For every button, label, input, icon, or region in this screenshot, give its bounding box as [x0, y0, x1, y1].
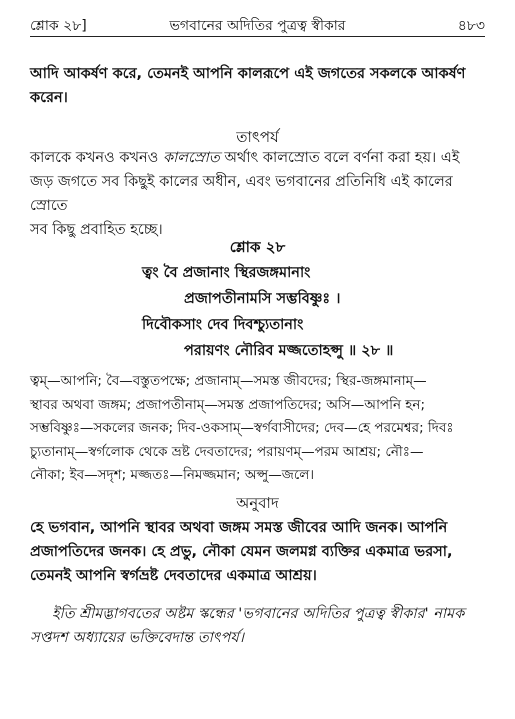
colophon-line: সপ্তদশ অধ্যায়ের ভক্তিবেদান্ত তাৎপর্য।: [30, 630, 244, 646]
synonyms-line: ত্বম্—আপনি; বৈ—বস্তুতপক্ষে; প্রজানাম্—সমস্ত জীবদের; স্থির-জঙ্গমানাম্—: [30, 373, 427, 389]
purport-text: [30, 146, 485, 242]
synonyms-line: নৌকা; ইব—সদৃশ; মজ্জতঃ—নিমজ্জমান; অপ্সু—জলে।: [30, 467, 315, 483]
header-verse-ref: শ্লোক ২৮]: [30, 18, 87, 34]
purport-line: জড় জগতে সব কিছুই কালের অধীন, এবং ভগবানের প্রতিনিধি এই কালের স্রোতে: [30, 174, 453, 214]
verse-line: পরায়ণং নৌরিব মজ্জতোহপ্সু ॥ ২৮ ॥: [184, 343, 394, 359]
top-translation-line: আদি আকর্ষণ করে, তেমনই আপনি কালরূপে এই জগতের সকলকে আকর্ষণ: [30, 66, 466, 82]
synonyms-line: স্থাবর অথবা জঙ্গম; প্রজাপতীনাম্—সমস্ত প্রজাপতিদের; অসি—আপনি হন;: [30, 396, 426, 413]
translation-text: [30, 516, 485, 588]
purport-italic-term: কালস্রোত: [162, 150, 220, 166]
colophon-line: ইতি শ্রীমদ্ভাগবতের অষ্টম স্কন্ধের 'ভগবানের অদিতির পুত্রত্ব স্বীকার' নামক: [52, 606, 465, 622]
top-translation-line: করেন।: [30, 90, 68, 106]
translation-line: তেমনই আপনি স্বর্গভ্রষ্ট দেবতাদের একমাত্র আশ্রয়।: [30, 568, 317, 584]
verse-line: ত্বং বৈ প্রজানাং স্থিরজঙ্গমানাং: [142, 265, 311, 281]
chapter-colophon: [30, 602, 485, 650]
purport-line: কালকে কখনও কখনও কালস্রোত অর্থাৎ কালস্রোত বলে বর্ণনা করা হয়। এই: [30, 150, 460, 166]
header-page-number: ৪৮৩: [457, 18, 485, 34]
verse-heading: শ্লোক ২৮: [229, 238, 286, 256]
purport-heading: তাৎপর্য: [236, 128, 279, 146]
synonyms-line: চ্যুতানাম্—স্বর্গলোক থেকে ভ্রষ্ট দেবতাদের; পরায়ণম্—পরম আশ্রয়; নৌঃ—: [30, 443, 424, 460]
header-chapter-title: ভগবানের অদিতির পুত্রত্ব স্বীকার: [169, 18, 346, 34]
synonyms: [30, 370, 485, 488]
translation-line: হে ভগবান, আপনি স্থাবর অথবা জঙ্গম সমস্ত জীবের আদি জনক। আপনি: [30, 520, 448, 536]
verse-line: প্রজাপতীনামসি সম্ভবিষ্ণুঃ ।: [184, 291, 341, 307]
verse-line: দিবৌকসাং দেব দিবশ্চ্যুতানাং: [142, 317, 304, 333]
running-header: [30, 14, 485, 37]
top-translation: [30, 62, 485, 110]
synonyms-line: সম্ভবিষ্ণুঃ—সকলের জনক; দিব-ওকসাম্—স্বর্গবাসীদের; দেব—হে পরমেশ্বর; দিবঃ: [30, 420, 454, 436]
translation-line: প্রজাপতিদের জনক। হে প্রভু, নৌকা যেমন জলমগ্ন ব্যক্তির একমাত্র ভরসা,: [30, 544, 453, 560]
purport-line: সব কিছু প্রবাহিত হচ্ছে।: [30, 222, 163, 238]
translation-heading: অনুবাদ: [236, 494, 279, 512]
